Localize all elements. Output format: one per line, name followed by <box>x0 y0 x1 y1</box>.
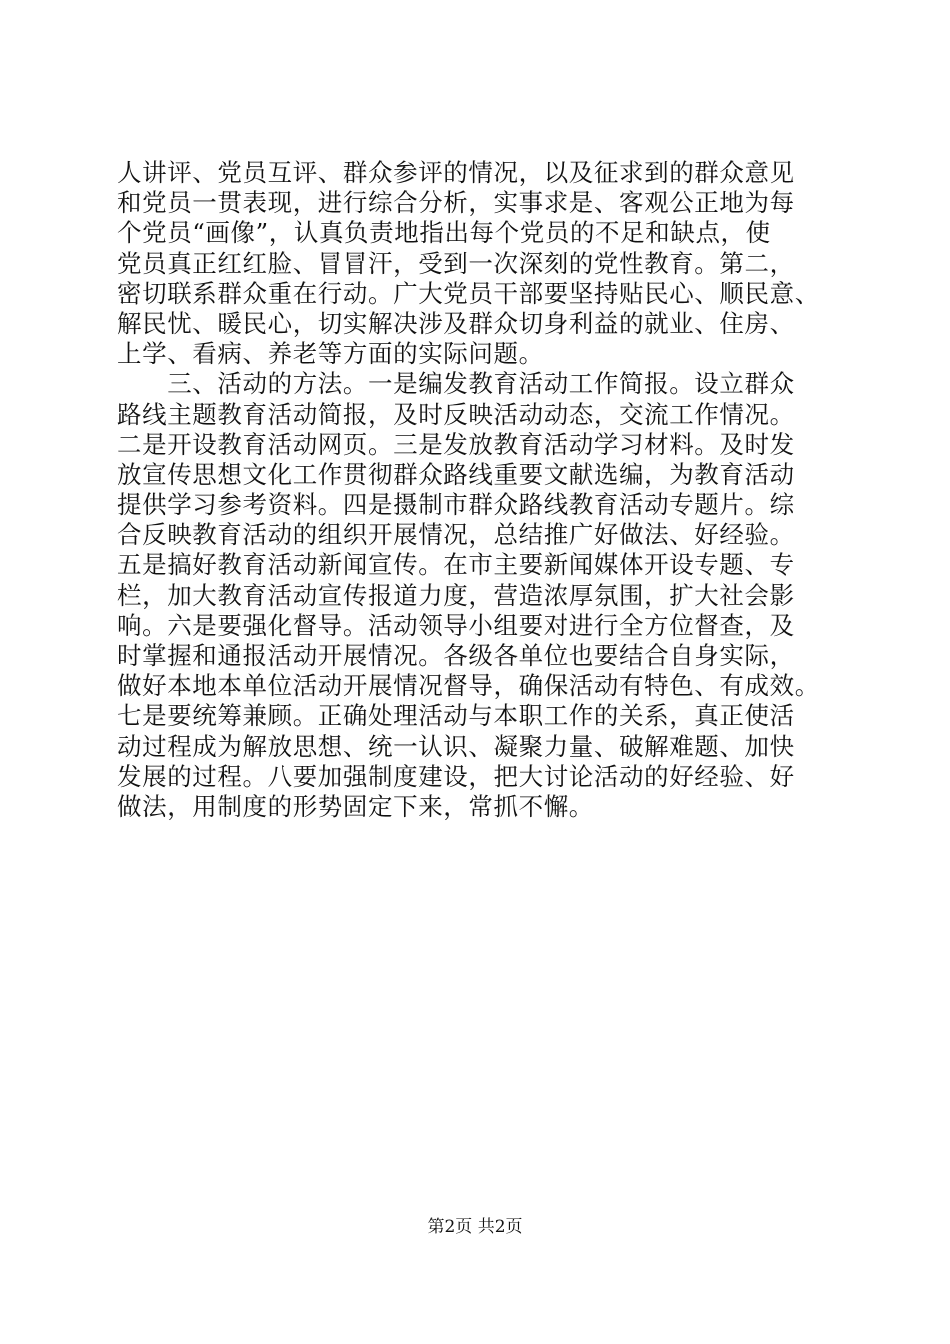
text-line: 人讲评、党员互评、群众参评的情况，以及征求到的群众意见 <box>117 158 795 187</box>
text-line: 解民忧、暖民心，切实解决涉及群众切身利益的就业、住房、 <box>117 308 795 338</box>
body-text <box>117 158 857 822</box>
text-line: 密切联系群众重在行动。广大党员干部要坚持贴民心、顺民意、 <box>117 278 820 308</box>
text-line: 做好本地本单位活动开展情况督导，确保活动有特色、有成效。 <box>117 671 820 701</box>
text-line: 放宣传思想文化工作贯彻群众路线重要文献选编，为教育活动 <box>117 459 795 489</box>
text-line: 合反映教育活动的组织开展情况，总结推广好做法、好经验。 <box>117 520 795 550</box>
text-line: 栏，加大教育活动宣传报道力度，营造浓厚氛围，扩大社会影 <box>117 580 795 610</box>
text-line: 和党员一贯表现，进行综合分析，实事求是、客观公正地为每 <box>117 188 795 218</box>
text-line: 提供学习参考资料。四是摄制市群众路线教育活动专题片。综 <box>117 490 795 520</box>
text-line: 做法，用制度的形势固定下来，常抓不懈。 <box>117 791 594 821</box>
text-line: 二是开设教育活动网页。三是发放教育活动学习材料。及时发 <box>117 429 795 459</box>
text-line: 时掌握和通报活动开展情况。各级各单位也要结合自身实际， <box>117 641 795 670</box>
page-footer: 第2页 共2页 <box>427 1217 523 1237</box>
text-line: 七是要统筹兼顾。正确处理活动与本职工作的关系，真正使活 <box>117 701 795 731</box>
text-line: 党员真正红红脸、冒冒汗，受到一次深刻的党性教育。第二， <box>117 248 795 278</box>
text-line: 个党员“画像”，认真负责地指出每个党员的不足和缺点，使 <box>117 218 771 248</box>
text-line: 上学、看病、养老等方面的实际问题。 <box>117 339 544 369</box>
text-line: 五是搞好教育活动新闻宣传。在市主要新闻媒体开设专题、专 <box>117 550 795 580</box>
text-line: 路线主题教育活动简报，及时反映活动动态，交流工作情况。 <box>117 399 795 429</box>
text-line: 动过程成为解放思想、统一认识、凝聚力量、破解难题、加快 <box>117 731 795 761</box>
text-line: 发展的过程。八要加强制度建设，把大讨论活动的好经验、好 <box>117 761 795 791</box>
text-line: 响。六是要强化督导。活动领导小组要对进行全方位督查，及 <box>117 610 795 640</box>
text-line: 三、活动的方法。一是编发教育活动工作简报。设立群众 <box>117 369 795 399</box>
